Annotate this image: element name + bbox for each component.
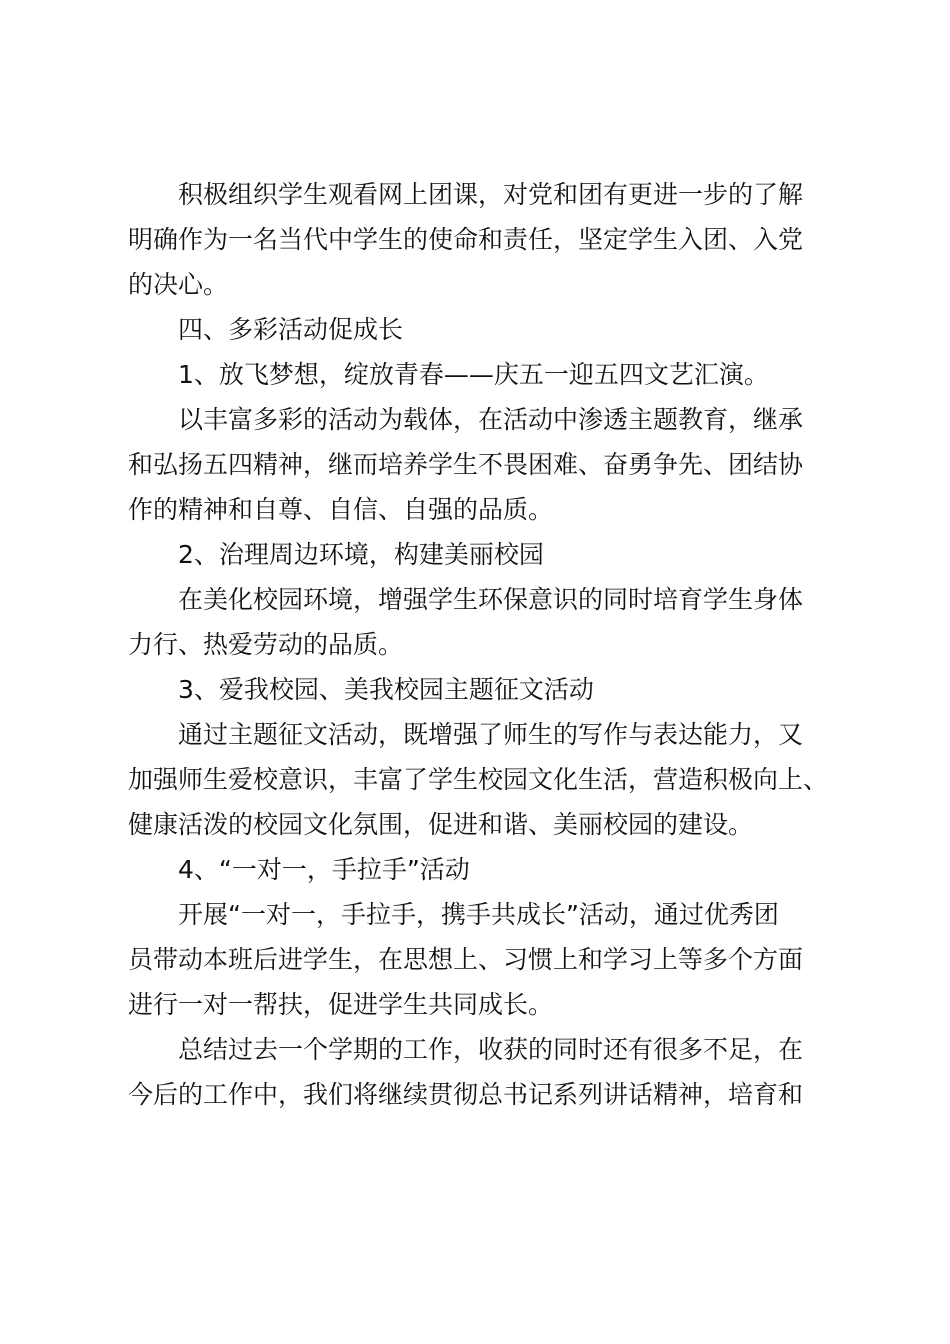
section-heading: 四、多彩活动促成长 [178, 315, 404, 344]
subheading-2: 2、治理周边环境，构建美丽校园 [178, 540, 544, 569]
subheading-4: 4、“一对一，手拉手”活动 [178, 855, 470, 884]
paragraph-line: 今后的工作中，我们将继续贯彻总书记系列讲话精神，培育和 [128, 1080, 804, 1109]
paragraph-line: 明确作为一名当代中学生的使命和责任，坚定学生入团、入党 [128, 225, 804, 254]
paragraph-line: 在美化校园环境，增强学生环保意识的同时培育学生身体 [178, 585, 804, 614]
paragraph-line: 的决心。 [128, 270, 229, 299]
paragraph-line: 员带动本班后进学生，在思想上、习惯上和学习上等多个方面 [128, 945, 804, 974]
paragraph-line: 开展“一对一，手拉手，携手共成长”活动，通过优秀团 [178, 900, 779, 929]
paragraph-line: 和弘扬五四精神，继而培养学生不畏困难、奋勇争先、团结协 [128, 450, 804, 479]
paragraph-line: 总结过去一个学期的工作，收获的同时还有很多不足，在 [178, 1035, 804, 1064]
paragraph-line: 通过主题征文活动，既增强了师生的写作与表达能力，又 [178, 720, 804, 749]
subheading-3: 3、爱我校园、美我校园主题征文活动 [178, 675, 594, 704]
paragraph-line: 加强师生爱校意识，丰富了学生校园文化生活，营造积极向上、 [128, 765, 829, 794]
paragraph-line: 健康活泼的校园文化氛围，促进和谐、美丽校园的建设。 [128, 810, 754, 839]
paragraph-line: 作的精神和自尊、自信、自强的品质。 [128, 495, 554, 524]
paragraph-line: 以丰富多彩的活动为载体，在活动中渗透主题教育，继承 [178, 405, 804, 434]
paragraph-line: 积极组织学生观看网上团课，对党和团有更进一步的了解 [178, 180, 804, 209]
subheading-1: 1、放飞梦想，绽放青春——庆五一迎五四文艺汇演。 [178, 360, 769, 389]
paragraph-line: 力行、热爱劳动的品质。 [128, 630, 404, 659]
document-body [128, 172, 840, 1117]
paragraph-line: 进行一对一帮扶，促进学生共同成长。 [128, 990, 554, 1019]
